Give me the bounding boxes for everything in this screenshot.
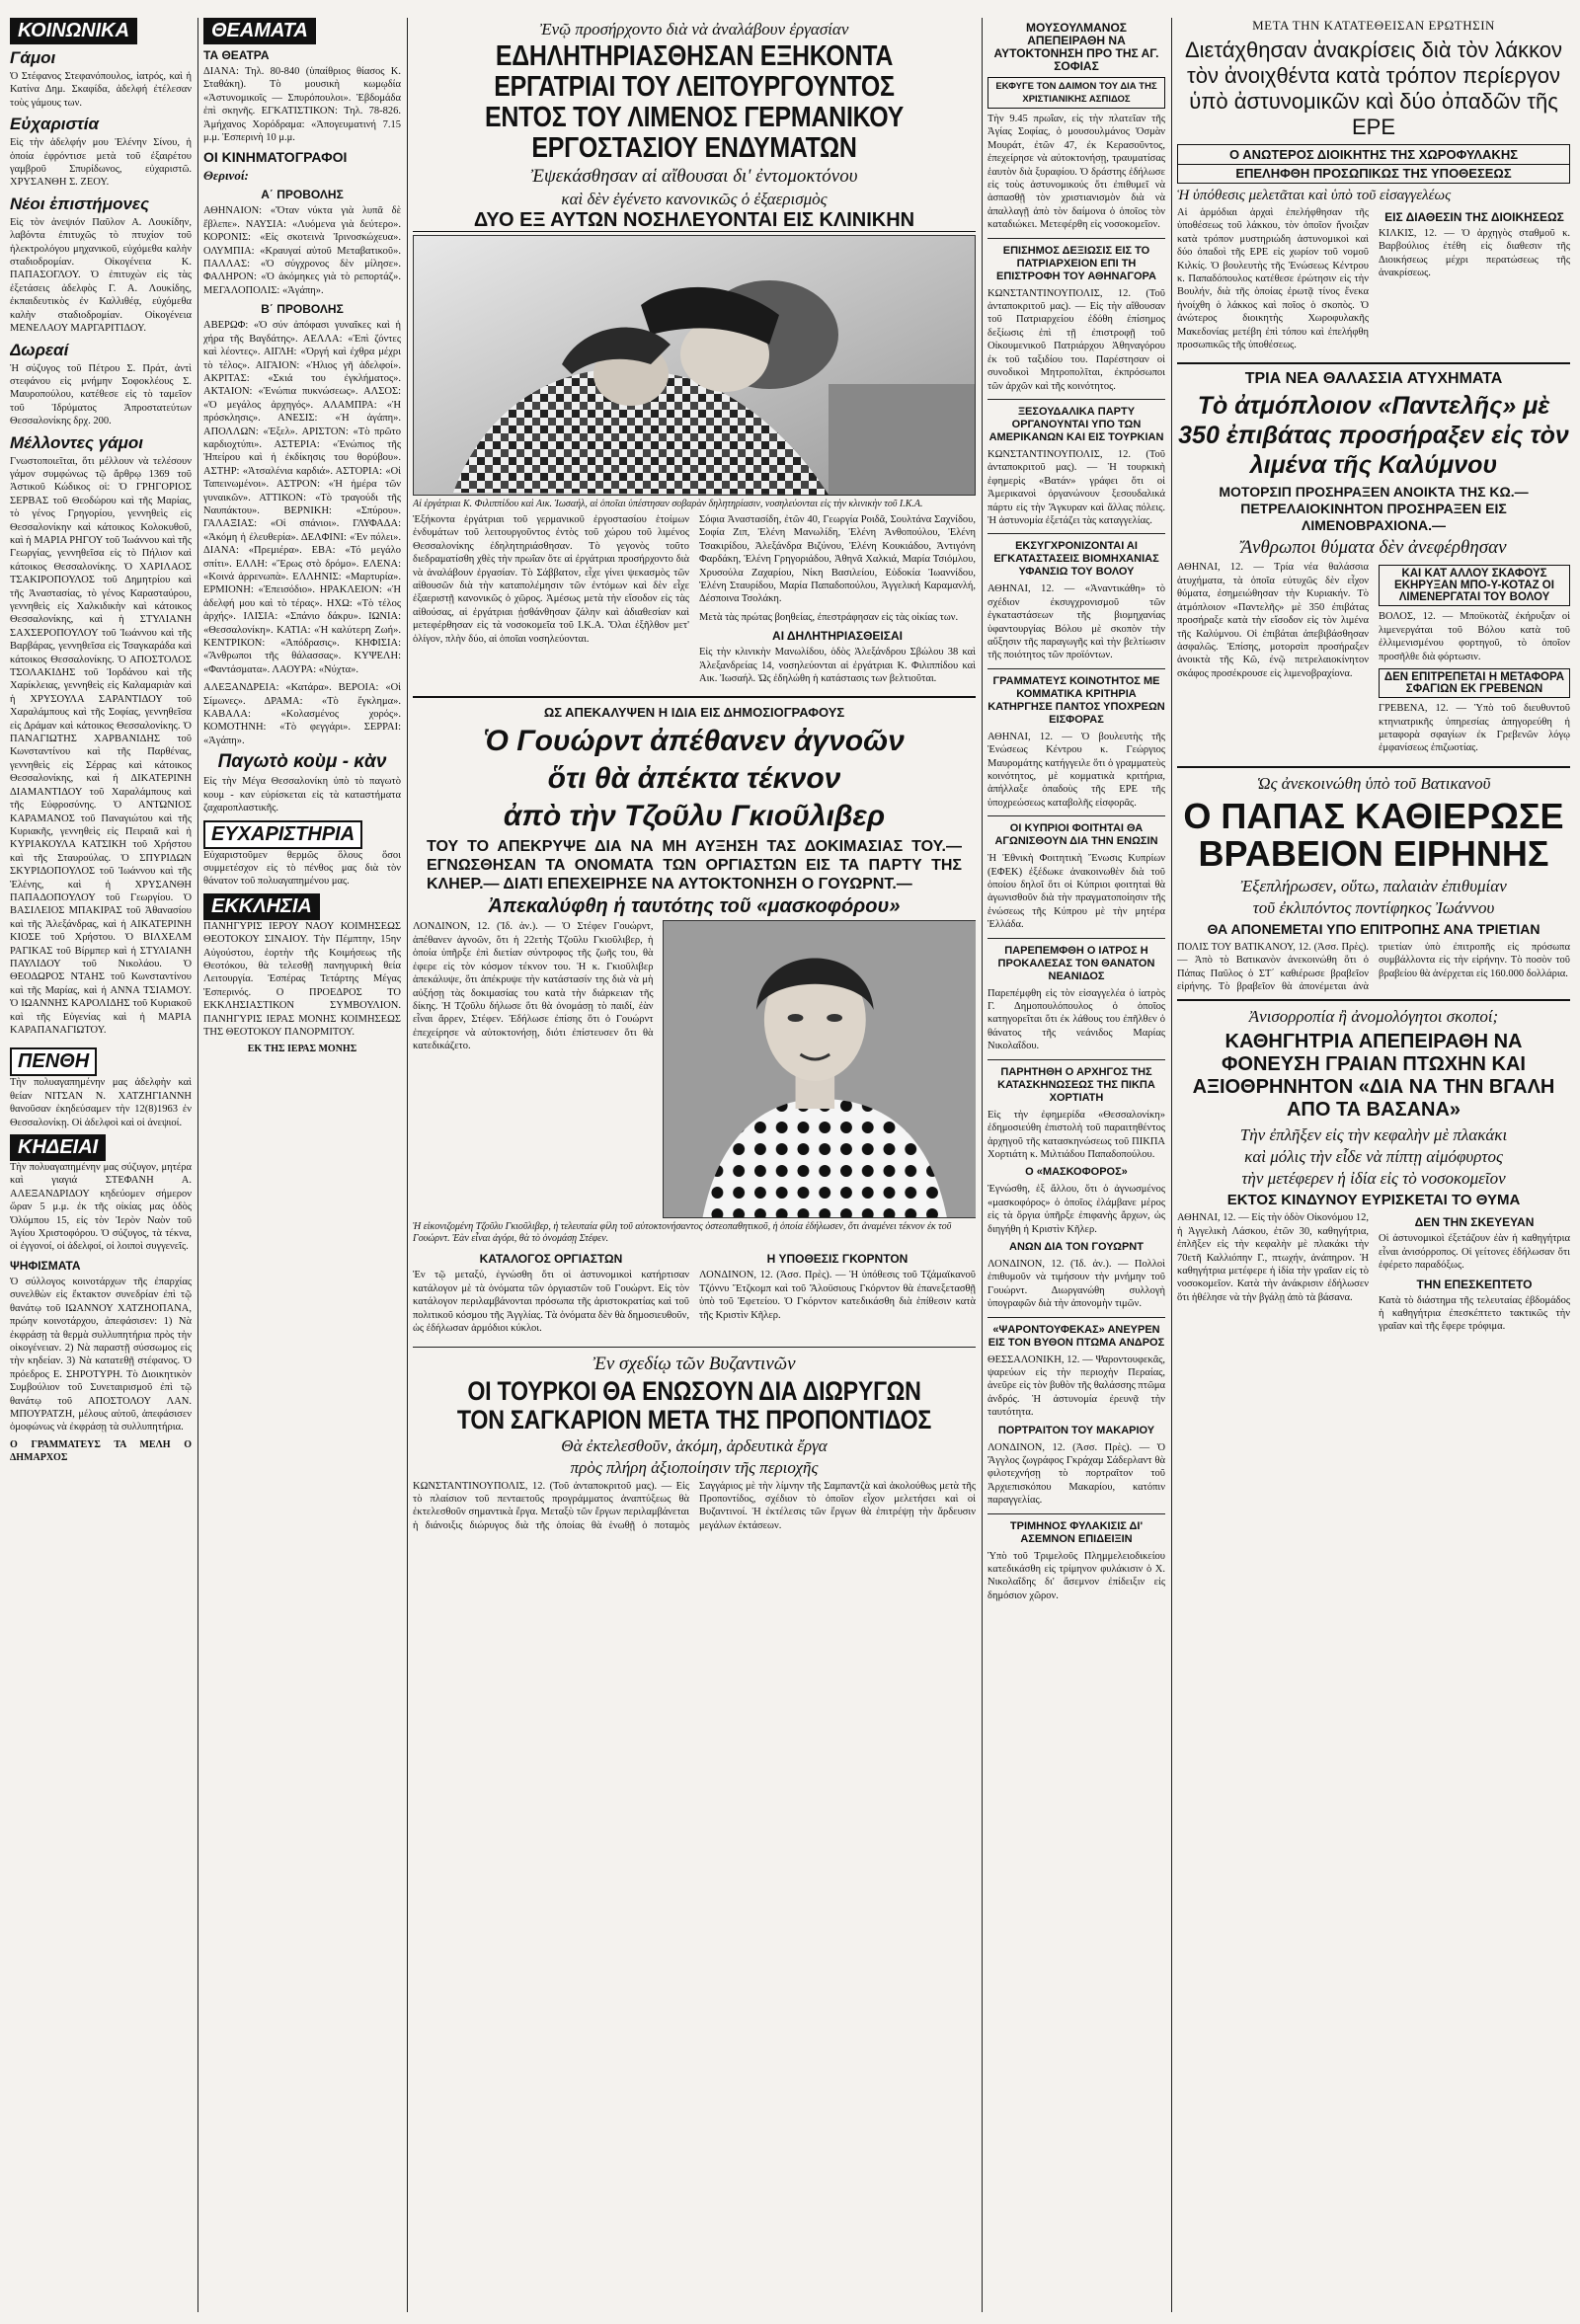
photo-illustration — [414, 236, 975, 495]
orgy-title: ΚΑΤΑΛΟΓΟΣ ΟΡΓΙΑΣΤΩΝ — [479, 1252, 623, 1267]
factory-body-1: Ἑξήκοντα ἐργάτριαι τοῦ γερμανικοῦ ἐργοστασίου ἑτοίμων ἐνδυμάτων τοῦ λειτουργοῦντος ἐντὸς τοῦ χώρου τοῦ λιμένος Θεσσαλονίκης ἐδηλητηριάσθησαν. Τὸ γεγονὸς τοῦτο διεδραματίσθη χθὲς τὴν πρωΐαν ὅτε αἱ ἐργάτριαι προσήρχοντο διὰ νὰ ἀναλάβουν ἐργασίαν. Τὸ Σάββατον, εἶχε γίνει ψεκασμὸς τῶν αἰθουσῶν διὰ τὴν καταπολέμησιν τῶν ἐντόμων καὶ δὲν εἶχε ἐξαεριστῇ κανονικῶς ὁ χῶρος. Ἀμέσως μετὰ τὴν εἴσοδον εἰς τὰς αἰθούσας, αἱ ἐργάτριαι ᾐσθάνθησαν ζάλην καὶ ἀδιαθεσίαν καὶ μετεφέρθησαν εἰς τὰ νοσοκομεῖα τοῦ Ι.Κ.Α. Ὅλαι ἐξῆλθον μετ' ὀλίγον, πλὴν δύο, αἱ ὁποῖαι νοσηλεύονται. — [413, 514, 689, 645]
byzantine-kicker: Ἐν σχεδίῳ τῶν Βυζαντινῶν — [592, 1353, 796, 1374]
pit-kicker: ΜΕΤΑ ΤΗΝ ΚΑΤΑΤΕΘΕΙΣΑΝ ΕΡΩΤΗΣΙΝ — [1252, 18, 1495, 33]
crime-kicker: Ἀνισορροπία ἢ ἀνομολόγητοι σκοποί; — [1248, 1007, 1499, 1027]
pit-body: Αἱ ἁρμόδιαι ἀρχαὶ ἐπελήφθησαν τῆς ὑποθέσεως τοῦ λάκκου, τὸν ὁποῖον ἤνοιξαν κατὰ τρόπον μυστηριώδη ἀστυνομικοὶ καὶ δύο ὀπαδοὶ τῆς ΕΡΕ εἰς χωρίον τοῦ νομοῦ Κιλκίς. Ὁ βουλευτὴς τῆς Ἑνώσεως Κέντρου κ. Παπαδόπουλος κατέθεσε ἐρώτησιν εἰς τὴν Βουλήν, διὰ τῆς ὁποίας ἐρωτᾷ τίνος ἕνεκα ἠνοίχθη ὁ λάκκος καὶ ποῖος ὁ σκοπὸς. Ὁ ἀνώτερος διοικητὴς Χωροφυλακῆς Μακεδονίας μετέβη ἐπὶ τόπου καὶ ἐπελήφθη προσωπικῶς τῆς ὑποθέσεως. — [1177, 207, 1369, 351]
gum-text: Εἰς τὴν Μέγα Θεσσαλονίκη ὑπὸ τὸ παγωτὸ κουμ - καν εὑρίσκεται εἰς τὰ καταστήματα ζαχαροπλαστικῆς. — [203, 776, 401, 814]
other-cities-text: ΑΛΕΞΑΝΔΡΕΙΑ: «Κατάρα». ΒΕΡΟΙΑ: «Οἱ Σίμωνες». ΔΡΑΜΑ: «Τὸ ἔγκλημα». ΚΑΒΑΛΑ: «Κολασμένος χορός». ΚΟΜΟΤΗΝΗ: «Τὸ φεγγάρι». ΣΕΡΡΑΙ: «Ἀγάπη». — [203, 682, 401, 746]
pope-sub2: τοῦ ἐκλιπόντος ποντίφηκος Ἰωάννου — [1252, 897, 1495, 917]
pit-headline: Διετάχθησαν ἀνακρίσεις διὰ τὸν λάκκον τὸν ἀνοιχθέντα κατὰ τρόπον περίεργον ὑπὸ ἀστυνομικῶν καὶ δύο ὀπαδῶν τῆς ΕΡΕ — [1184, 38, 1563, 139]
social-section-heading: Γάμοι — [10, 48, 56, 67]
camp-headline: ΠΑΡΗΤΗΘΗ Ο ΑΡΧΗΓΟΣ ΤΗΣ ΚΑΤΑΣΚΗΝΩΣΕΩΣ ΤΗΣ ΠΙΚΠΑ ΧΟΡΤΙΑΤΗ — [997, 1065, 1155, 1104]
doctor-headline: ΠΑΡΕΠΕΜΦΘΗ Ο ΙΑΤΡΟΣ Η ΠΡΟΚΑΛΕΣΑΣ ΤΟΝ ΘΑΝΑΤΟΝ ΝΕΑΝΙΔΟΣ — [997, 944, 1155, 982]
pit-box-2: ΕΠΕΛΗΦΘΗ ΠΡΟΣΩΠΙΚΩΣ ΤΗΣ ΥΠΟΘΕΣΕΩΣ — [1177, 164, 1570, 184]
gordon-text: ΛΟΝΔΙΝΟΝ, 12. (Ἀσσ. Πρὲς). — Ἡ ὑπόθεσις τοῦ Τζάμαϊκανοῦ Τζόννυ Ἔτζκομπ καὶ τοῦ Ἄλοϋσιους Γκόρντον θὰ ἐπανεξετασθῇ ὑπὸ τοῦ Ἐφετείου. Ὁ Γκόρντον κατεδικάσθη διὰ ἐπίθεσιν κατὰ τῆς Κριστὶν Κῆλερ. — [699, 1270, 976, 1321]
muslim-headline: ΜΟΥΣΟΥΛΜΑΝΟΣ ΑΠΕΠΕΙΡΑΘΗ ΝΑ ΑΥΤΟΚΤΟΝΗΣΗ ΠΡΟ ΤΗΣ ΑΓ. ΣΟΦΙΑΣ — [993, 21, 1159, 73]
cinemas-a-text: ΑΘΗΝΑΙΟΝ: «Ὅταν νύκτα γιὰ λυπᾶ δὲ ἔβλεπε». ΝΑΥΣΙΑ: «Λυόμενα γιὰ δεύτερο». ΚΟΡΟΝΙΣ: «Εἰς σκοτεινὰ Ἰρινοσκώχευα». ΟΛΥΜΠΙΑ: «Κραυγαί αὐτοῦ Μεταβατικοῦ». ΠΑΛΛΑΣ: «Ὁ σύγχρονος δὲν μίλησε». ΦΑΛΗΡΟΝ: «Ὁ ἀκόμηκες γιὰ τὸ ρεπορτάζ». ΜΕΓΑΛΟΠΟΛΙΣ: «Ἀγάπη». — [203, 205, 401, 296]
thanks-text: Εὐχαριστοῦμεν θερμῶς ὅλους ὅσοι συμμετέσχον εἰς τὸ πένθος μας διὰ τὸν θάνατον τοῦ πολυαγαπημένου μας. — [203, 849, 401, 888]
prison-body: Ὑπὸ τοῦ Τριμελοῦς Πλημμελειοδικείου κατεδικάσθη εἰς τρίμηνον φυλάκισιν ὁ Χ. Νικολαΐδης δι' ἄσεμνον ἐπίδειξιν εἰς δημόσιον χῶρον. — [988, 1550, 1165, 1601]
cinemas-a-title: Α΄ ΠΡΟΒΟΛΗΣ — [261, 188, 344, 202]
factory-hospital-text: Εἰς τὴν κλινικὴν Μανωλίδου, ὁδὸς Ἀλεξάνδρου Σβώλου 38 καὶ Ἀλεξανδρείας 14, νοσηλεύονται αἱ ἐργάτριαι Κ. Φιλιππίδου καὶ Αικ. Ἰωσαήλ. Ὡς ἐδηλώθη ἡ κατάστασις των βελτιοῦται. — [699, 647, 976, 685]
social-section-text: Ὁ Στέφανος Στεφανόπουλος, ἰατρός, καὶ ἡ Κατίνα Δημ. Σκαφίδα, ἀδελφή ἐτέλεσαν τοὺς γάμους των. — [10, 71, 192, 109]
masked-body: Ἐγνώσθη, ἐξ ἄλλου, ὅτι ὁ ἀγνωσμένος «μασκοφόρος» ὁ ὁποῖος ἐλάμβανε μέρος εἰς τὰ ὄργια ὑπῆρξε ἐπιφανὴς ἄρχων, ὡς διηγήθη ἡ Κριστὶν Κῆλερ. — [988, 1184, 1165, 1235]
section-title-funerals: ΚΗΔΕΙΑΙ — [10, 1134, 106, 1161]
social-section-text: Γνωστοποιεῖται, ὅτι μέλλουν νὰ τελέσουν γάμον συμφώνως τῷ ἄρθρῳ 1369 τοῦ Ἀστικοῦ Κώδικος οἱ: Ὁ ΓΡΗΓΟΡΙΟΣ ΣΕΡΒΑΣ τοῦ Θεοδώρου καὶ τῆς Μαρίας, τὸ γένος Γρηγορίου, γεννηθεὶς εἰς Θεσσαλονίκην καὶ κάτοικος Κολοκυθοῦ, καὶ ἡ ΜΑΡΙΑ ΡΗΓΟΥ τοῦ Ἰωάννου καὶ τῆς Γεωργίας, γεννηθεῖσα εἰς τὸ Πήλιον καὶ κάτοικος Θεσσαλονίκης. Ὁ ΧΑΡΙΛΑΟΣ ΤΣΑΚΙΡΟΠΟΥΛΟΣ τοῦ Δημητρίου καὶ τῆς Ἀναστασίας, τὸ γένος Καρασταύρου, γεννηθεὶς εἰς Χαλκιδικὴν καὶ κάτοικος Θεσσαλονίκης, καὶ ἡ ΣΤΥΛΙΑΝΗ ΣΑΧΣΕΡΟΠΟΥΛΟΥ τοῦ Ἰωάννου καὶ τῆς Βαρβάρας, γεννηθεῖσα εἰς Τσαγκαράδα καὶ κάτοικος Θεσσαλονίκης. Ὁ ΑΠΟΣΤΟΛΟΣ ΤΣΟΛΑΚΙΔΗΣ τοῦ Ἰορδάνου καὶ τῆς Χαρίκλειας, γεννηθεὶς εἰς Καλαμαριὰν καὶ ἡ ΧΡΥΣΟΥΛΑ ΣΑΡΑΝΤΙΔΟΥ τοῦ Χαραλάμπους καὶ τῆς Σοφίας, γεννηθεῖσα εἰς Δράμαν καὶ κάτοικος Θεσσαλονίκης. Ὁ ΠΑΝΑΓΙΩΤΗΣ ΧΑΡΒΑΝΙΔΗΣ τοῦ Κωνσταντίνου καὶ τῆς Παρθένας, γεννηθεὶς εἰς Σέρρας καὶ κάτοικος Θεσσαλονίκης, καὶ ἡ ΔΙΚΑΤΕΡΙΝΗ ΔΙΑΜΑΝΤΙΔΟΥ τοῦ Χαραλάμπους καὶ τῆς Εὐφροσύνης. Ὁ ΑΝΤΩΝΙΟΣ ΚΑΡΑΜΑΝΟΣ τοῦ Παναγιώτου καὶ τῆς Κυριακῆς, γεννηθεὶς εἰς Πειραιᾶ καὶ ἡ ΚΥΡΙΑΚΟΥΛΑ ΚΑΤΣΙΚΗ τοῦ Χρήστου καὶ τῆς Σταυρούλας. Ὁ ΣΠΥΡΙΔΩΝ ΣΚΥΡΙΔΟΠΟΥΛΟΣ τοῦ Ἰωάννου καὶ τῆς Ἑλένης, καὶ ἡ ΧΡΥΣΑΝΘΗ ΠΑΠΑΔΟΠΟΥΛΟΥ τοῦ Γεωργίου. Ὁ ΒΑΣΙΛΕΙΟΣ ΜΠΑΚΙΡΑΣ τοῦ Ἀθανασίου καὶ τῆς Ἀλεξάνδρας, καὶ ἡ ΑΙΚΑΤΕΡΙΝΗ ΚΙΟΣΕ τοῦ Χρήστου. Ὁ ΒΙΛΧΕΛΜ ΡΑΓΙΚΑΣ τοῦ Βίρμπερ καὶ ἡ ΣΤΥΛΙΑΝΗ ΠΑΥΛΙΔΟΥ τοῦ Νικολάου. Ὁ ΘΕΟΔΩΡΟΣ ΝΤΑΗΣ τοῦ Κωνσταντίνου καὶ τῆς Μαρίας, καὶ ἡ ΑΝΝΑ ΤΣΙΑΜΟΥ. Ὁ ΙΩΑΝΝΗΣ ΚΑΡΟΛΙΔΗΣ τοῦ Κυριακοῦ καὶ τῆς Εὐγενίας καὶ ἡ ΜΑΡΙΑ ΚΑΡΑΠΑΝΑΓΙΩΤΟΥ. — [10, 455, 192, 1036]
ward-title: ΑΝΩΝ ΔΙΑ ΤΟΝ ΓΟΥΩΡΝΤ — [1009, 1240, 1144, 1253]
crime-sub-title-3: ΤΗΝ ΕΠΕΣΚΕΠΤΕΤΟ — [1416, 1277, 1533, 1291]
votes-footer: Ο ΓΡΑΜΜΑΤΕΥΣ ΤΑ ΜΕΛΗ Ο ΔΗΜΑΡΧΟΣ — [10, 1438, 192, 1463]
thanks-title: ΕΥΧΑΡΙΣΤΗΡΙΑ — [203, 820, 362, 849]
sea-sub: ΜΟΤΟΡΣΙΠ ΠΡΟΣΗΡΑΞΕΝ ΑΝΟΙΚΤΑ ΤΗΣ ΚΩ.— ΠΕΤΡΕΛΑΙΟΚΙΝΗΤΟΝ ΠΡΟΣΗΡΑΞΕΝ ΕΙΣ ΛΙΜΕΝΟΒΡΑΧΙΟΝΑ.— — [1219, 484, 1529, 534]
column-shows — [203, 18, 401, 2312]
pope-body: ΠΟΛΙΣ ΤΟΥ ΒΑΤΙΚΑΝΟΥ, 12. (Ἀσσ. Πρὲς). — Ἀπὸ τὸ Βατικανὸν ἀνεκοινώθη ὅτι ὁ Πάπας Παῦλος ὁ ΣΤ΄ καθιέρωσε βραβεῖον εἰρήνης. Τὸ βραβεῖον θὰ ἀπονέμεται ἀνὰ τριετίαν ὑπὸ ἐπιτροπῆς εἰς πρόσωπα συμβάλλοντα εἰς τὴν εἰρήνην. Τὸ ποσὸν τοῦ βραβείου θὰ ἀνέρχεται εἰς 160.000 δολλάρια. — [1177, 941, 1570, 992]
makarios-title: ΠΟΡΤΡΑΙΤΟΝ ΤΟΥ ΜΑΚΑΡΙΟΥ — [997, 1424, 1155, 1436]
column-divider — [407, 18, 408, 2312]
julie-photo-illustration — [664, 921, 976, 1217]
social-section-heading: Νέοι ἐπιστήμονες — [10, 194, 150, 213]
church-text: ΠΑΝΗΓΥΡΙΣ ΙΕΡΟΥ ΝΑΟΥ ΚΟΙΜΗΣΕΩΣ ΘΕΟΤΟΚΟΥ ΣΙΝΑΙΟΥ. Τὴν Πέμπτην, 15ην Αὐγούστου, ἑορτὴν τῆς Κοιμήσεως τῆς Θεοτόκου, θὰ τελεσθῇ πανηγυρικὴ θεία Λειτουργία. Ἐσπέρας Τετάρτης Μέγας Ἑσπερινός. Ο ΠΡΟΕΔΡΟΣ ΤΟ ΕΚΚΛΗΣΙΑΣΤΙΚΟΝ ΣΥΜΒΟΥΛΙΟΝ. ΠΑΝΗΓΥΡΙΣ ΙΕΡΑΣ ΜΟΝΗΣ ΚΟΙΜΗΣΕΩΣ ΤΗΣ ΘΕΟΤΟΚΟΥ ΠΑΝΟΡΜΙΤΟΥ. — [203, 920, 401, 1038]
church-footer: ΕΚ ΤΗΣ ΙΕΡΑΣ ΜΟΝΗΣ — [247, 1044, 357, 1055]
crime-body: ΑΘΗΝΑΙ, 12. — Εἰς τὴν ὁδὸν Οἰκονόμου 12, ἡ Ἀγγελικὴ Λάσκου, ἐτῶν 30, καθηγήτρια, ἐπλῆξεν εἰς τὴν κεφαλὴν μὲ πλακάκι τὴν 70ετῆ Καλλιόπην Γ., πτωχήν, ἀνάπηρον. Ἡ καθηγήτρια μετέφερε ἡ ἰδία τὴν γραῖαν εἰς τὸ νοσοκομεῖον. Κατὰ τὴν ἀνάκρισιν ἐδήλωσεν ὅτι ἠθέλησε νὰ τὴν βγάλῃ ἀπὸ τὰ βάσανα. — [1177, 1212, 1369, 1303]
section-title-social: ΚΟΙΝΩΝΙΚΑ — [10, 18, 137, 44]
secretary-body: ΑΘΗΝΑΙ, 12. — Ὁ βουλευτὴς τῆς Ἑνώσεως Κέντρου κ. Γεώργιος Μαυρομάτης κατήγγειλε ὅτι ὁ γραμματεὺς κοινότητος, μὲ κομματικὰ κριτήρια, ἀπήλλαξε ὀπαδοὺς τῆς ΕΡΕ τῆς ὑποχρεώσεως καταβολῆς εἰσφορᾶς. — [988, 731, 1165, 809]
factory-body-3: Μετὰ τὰς πρώτας βοηθείας, ἐπεστράφησαν εἰς τὰς οἰκίας των. — [699, 611, 959, 623]
makarios-body: ΛΟΝΔΙΝΟΝ, 12. (Ἀσσ. Πρὲς). — Ὁ Ἄγγλος ζωγράφος Γκράχαμ Σάδερλαντ θὰ φιλοτεχνήσῃ τὸ πορτραῖτον τοῦ Ἀρχιεπισκόπου Μακαρίου, κατόπιν παραγγελίας. — [988, 1441, 1165, 1507]
pit-sub-title: ΕΙΣ ΔΙΑΘΕΣΙΝ ΤΗΣ ΔΙΟΙΚΗΣΕΩΣ — [1384, 210, 1564, 224]
ward-body: ΛΟΝΔΙΝΟΝ, 12. (Ἰδ. ἀν.). — Πολλοὶ ἐπιθυμοῦν νὰ τιμήσουν τὴν μνήμην τοῦ Γουώρντ. Διωργανώθη συλλογὴ ὑπογραφῶν διὰ τὴν ἀπονομὴν τιμῶν. — [988, 1258, 1165, 1310]
mask-headline: Ἀπεκαλύφθη ἡ ταυτότης τοῦ «μασκοφόρου» — [488, 895, 901, 918]
sea-box-title: ΚΑΙ ΚΑΤ ΑΛΛΟΥ ΣΚΑΦΟΥΣ ΕΚΗΡΥΞΑΝ ΜΠΟ-Υ-ΚΟΤΑΖ ΟΙ ΛΙΜΕΝΕΡΓΑΤΑΙ ΤΟΥ ΒΟΛΟΥ — [1379, 565, 1570, 606]
prison-headline: ΤΡΙΜΗΝΟΣ ΦΥΛΑΚΙΣΙΣ ΔΙ' ΑΣΕΜΝΟΝ ΕΠΙΔΕΙΞΙΝ — [1009, 1519, 1144, 1545]
factory-headline: ΕΔΗΛΗΤΗΡΙΑΣΘΗΣΑΝ ΕΞΗΚΟΝΤΑ ΕΡΓΑΤΡΙΑΙ ΤΟΥ ΛΕΙΤΟΥΡΓΟΥΝΤΟΣ ΕΝΤΟΣ ΤΟΥ ΛΙΜΕΝΟΣ ΓΕΡΜΑΝΙΚΟΥ ΕΡΓΟΣΤΑΣΙΟΥ ΕΝΔΥΜΑΤΩΝ — [484, 40, 905, 164]
secretary-headline: ΓΡΑΜΜΑΤΕΥΣ ΚΟΙΝΟΤΗΤΟΣ ΜΕ ΚΟΜΜΑΤΙΚΑ ΚΡΙΤΗΡΙΑ ΚΑΤΗΡΓΗΣΕ ΠΑΝΤΟΣ ΥΠΟΧΡΕΩΝ ΕΙΣΦΟΡΑΣ — [988, 674, 1165, 726]
pope-headline: Ο ΠΑΠΑΣ ΚΑΘΙΕΡΩΣΕ ΒΡΑΒΕΙΟΝ ΕΙΡΗΝΗΣ — [1183, 795, 1564, 874]
factory-workers-photo — [413, 235, 976, 496]
byzantine-headline: ΟΙ ΤΟΥΡΚΟΙ ΘΑ ΕΝΩΣΟΥΝ ΔΙΑ ΔΙΩΡΥΓΩΝ ΤΟΝ ΣΑΓΚΑΡΙΟΝ ΜΕΤΑ ΤΗΣ ΠΡΟΠΟΝΤΙΔΟΣ — [456, 1375, 932, 1434]
cinemas-title: ΟΙ ΚΙΝΗΜΑΤΟΓΡΑΦΟΙ — [203, 149, 348, 166]
sea-lead: Ἄνθρωποι θύματα δὲν ἀνεφέρθησαν — [1240, 537, 1507, 559]
transport-title: ΔΕΝ ΕΠΙΤΡΕΠΕΤΑΙ Η ΜΕΤΑΦΟΡΑ ΣΦΑΓΙΩΝ ΕΚ ΓΡΕΒΕΝΩΝ — [1379, 668, 1570, 698]
crime-sub-title-2: ΔΕΝ ΤΗΝ ΣΚΕΥΕΥΑΝ — [1414, 1215, 1535, 1230]
julie-photo-caption: Ἡ εἰκονιζομένη Τζοῦλυ Γκιοῦλιβερ, ἡ τελευταία φίλη τοῦ αὐτοκτονήσαντος ὀστεοπαθητικοῦ, ἡ ὁποία ἐδήλωσεν, ὅτι ἀναμένει τέκνον ἐκ τοῦ Γουώρντ. Ἐὰν εἶναι ἀγόρι, θὰ τὸ ὀνομάσῃ Στέφεν. — [413, 1221, 952, 1245]
section-title-shows: ΘΕΑΜΑΤΑ — [203, 18, 316, 44]
julie-gulliver-photo — [663, 920, 976, 1218]
funerals-text: Τὴν πολυαγαπημένην μας σύζυγον, μητέρα καὶ γιαγιά ΣΤΕΦΑΝΗ Α. ΑΛΕΞΑΝΔΡΙΔΟΥ κηδεύομεν σήμερον ὥραν 5 μ.μ. ἐκ τῆς οἰκίας μας ὁδὸς Ὀλύμπου 15, εἰς τὸν Ἱερὸν Ναὸν τοῦ Ἁγίου Χριστοφόρου. Ὁ σύζυγος, τὰ τέκνα, οἱ ἐγγονοί, οἱ ἀδελφοί, οἱ λοιποὶ συγγενεῖς. — [10, 1162, 192, 1253]
column-divider — [982, 18, 983, 2312]
patriarchate-body: ΚΩΝΣΤΑΝΤΙΝΟΥΠΟΛΙΣ, 12. (Τοῦ ἀνταποκριτοῦ μας). — Εἰς τὴν αἴθουσαν τοῦ Πατριαρχείου ἐδόθη ἐπίσημος δεξίωσις ἐπὶ τῇ ἐπιστροφῇ τοῦ Οἰκουμενικοῦ Πατριάρχου Ἀθηναγόρου ἐκ τοῦ ταξιδίου του. Παρέστησαν οἱ συνοδικοὶ Μητροπολῖται, ἐκπρόσωποι τῶν ἀρχῶν καὶ τῆς κοινότητος. — [988, 287, 1165, 392]
social-section-heading: Μέλλοντες γάμοι — [10, 432, 144, 452]
sea-kicker: ΤΡΙΑ ΝΕΑ ΘΑΛΑΣΣΙΑ ΑΤΥΧΗΜΑΤΑ — [1244, 370, 1503, 388]
gourand-headline-2: ὅτι θὰ ἀπέκτα τέκνον — [547, 762, 841, 796]
church-title: ΕΚΚΛΗΣΙΑ — [203, 893, 320, 920]
byzantine-sub1: Θὰ ἐκτελεσθοῦν, ἀκόμη, ἀρδευτικὰ ἔργα — [561, 1435, 828, 1455]
votes-text: Ὁ σύλλογος κοινοτάρχων τῆς ἐπαρχίας συνελθὼν εἰς ἔκτακτον συνεδρίαν ἐπὶ τῷ θανάτῳ τοῦ ΙΩΑΝΝΟΥ ΧΑΤΖΗΟΠΑΝΑ, πρώην κοινοτάρχου, ἀπεφάσισεν: 1) Νὰ ἐκφράσῃ τὰ θερμὰ συλλυπητήρια πρὸς τὴν οἰκογένειαν. 2) Νὰ παραστῇ σύσσωμος εἰς τὴν κηδείαν. 3) Νὰ κατατεθῇ στέφανος. Ὁ πρόεδρος Ε. ΣΗΡΟΤΥΡΗ. Τὸ Διοικητικὸν Συμβούλιον τοῦ Συνεταιρισμοῦ ἐπὶ τῷ θανάτῳ τοῦ ΑΠΟΣΤΟΛΟΥ ΛΑΝ. ΜΠΟΥΡΑΤΖΗ, μέλους αὐτοῦ, ἀπεφάσισεν ὁμοφώνως νὰ ἐκφράσῃ τὰ συλλυπητήρια. — [10, 1276, 192, 1433]
gourand-kicker: ΩΣ ΑΠΕΚΑΛΥΨΕΝ Η ΙΔΙΑ ΕΙΣ ΔΗΜΟΣΙΟΓΡΑΦΟΥΣ — [543, 705, 845, 721]
column-divider — [1171, 18, 1172, 2312]
muslim-sub: ΕΚΦΥΓΕ ΤΟΝ ΔΑΙΜΟΝ ΤΟΥ ΔΙΑ ΤΗΣ ΧΡΙΣΤΙΑΝΙΚΗΣ ΑΣΠΙΔΟΣ — [988, 77, 1165, 109]
factory-body-2: Σόφια Ἀναστασίδη, ἐτῶν 40, Γεωργία Ροιδᾶ, Σουλτάνα Σαχνίδου, Σοφία Ζιπ, Ἑλένη Μανωλίδη, Ἑλένη Ἀνθοπούλου, Ἑλένη Τσακιρίδου, Ἀλεξάνδρα Βιζύνου, Ἑλένη Κουκιάδου, Ἀντιγόνη Φαρδάκη, Ἑλένη Γρηγοριάδου, Ἀθηνᾶ Χαλκιά, Μαρία Τσιόμλου, Χρυσούλα Ζαχαρίου, Νίκη Βασιλείου, Εὐδοκία Ἰωαννίδου, Ἑλένη Σταυρίδου, Μαρία Παπαδοπούλου, Ἀγγελική Καραμανλή, Δέσποινα Τσολάκη. — [699, 514, 976, 605]
byzantine-body: ΚΩΝΣΤΑΝΤΙΝΟΥΠΟΛΙΣ, 12. (Τοῦ ἀνταποκριτοῦ μας). — Εἰς τὸ πλαίσιον τοῦ πενταετοῦς προγράμματος ἀναπτύξεως θὰ ἐκτελεσθοῦν σημαντικὰ ἔργα. Μεταξὺ τῶν ἔργων περιλαμβάνεται ἡ διάνοιξις διώρυγος διὰ τῆς ὁποίας θὰ ἑνωθῇ ὁ ποταμὸς Σαγγάριος μὲ τὴν λίμνην τῆς Σαμπαντζὰ καὶ ἀκολούθως μετὰ τῆς Προποντίδος, σχέδιον τὸ ὁποῖον εἶχον μελετήσει καὶ οἱ Βυζαντινοί. Ἡ ἐκτέλεσις τῶν ἔργων θὰ ἐπιτρέψῃ τὴν ἄρδευσιν μεγάλων ἐκτάσεων. — [413, 1480, 976, 1531]
crime-body-3: Κατὰ τὸ διάστημα τῆς τελευταίας ἐβδομάδος ἡ καθηγήτρια ἐπεσκέπτετο τακτικῶς τὴν γραῖαν καὶ τῆς ἔφερε τρόφιμα. — [1379, 1294, 1570, 1333]
cinemas-b-text: ΑΒΕΡΩΦ: «Ὁ σύν ἀπόφασι γυναῖκες καὶ ἡ χήρα τῆς Βαγδάτης». ΑΕΛΛΑ: «Ἐπὶ ζόντες καὶ λέοντες». ΑΙΓΛΗ: «Ὀργή καὶ ἐχθρα μέχρι τὸ τέλος». ΑΙΓΑΙΟΝ: «Ἠλιος γῆ ἀδελφοί». ΑΚΡΙΤΑΣ: «Σκιά του ἐγκλήματος». ΑΚΤΑΙΟΝ: «Ἐνώπια πυκνώσεως». ΑΛΣΟΣ: «Ὁ μεγάλος ἀρχηγός». ΑΛΑΜΠΡΑ: «Ἡ πρόσκλησις». ΑΝΕΣΙΣ: «Ἡ ἀγάπη». ΑΠΟΛΛΩΝ: «Ἐξελ». ΑΡΙΣΤΟΝ: «Τὸ πρῶτο καρδιοχτύπι». ΑΣΤΕΡΙΑ: «Ἐνώπιος τῆς Ἠπείρου καὶ ἡ ἐκδίκησις του θορύβου». ΑΣΤΗΡ: «Ἀτσαλένια καρδιά». ΑΣΤΟΡΙΑ: «Οἱ Ταπεινωμένοι». ΑΣΤΡΟΝ: «Ἡ ἡμέρα τῶν γυναικῶν». ΑΤΤΙΚΟΝ: «Τὸ τραγούδι τῆς Ναυπάκτου». ΒΕΡΝΙΚΗ: «Σπύρου». ΓΑΛΑΞΙΑΣ: «Οἱ σπάνιοι». ΓΛΥΦΑΔΑ: «Ἀκόμη ἡ ἐλευθερία». ΔΕΛΦΙΝΙ: «Ἐν πόλει». ΔΙΑΝΑ: «Πρεμιέρα». ΕΒΑ: «Τό μεγάλο σπίτι». ΕΛΛΗ: «Ἔρως στὸ δρόμο». ΕΛΕΝΑ: «Κοινά ἀρρενωπὰ». ΕΛΛΗΝΙΣ: «Μαρτυρία». ΕΡΜΙΟΝΗ: «Ἐπεισόδιο». ΗΡΑΚΛΕΙΟΝ: «Ἡ ἀδελφή μου καὶ τὸ τέρας». ΗΧΩ: «Τὸ τέλος ἀρχής». ΙΛΙΣΙΑ: «Σπάνιο δάκρυ». ΙΩΝΙΑ: «Θεσσαλονίκη». ΚΑΤΙΑ: «Ἡ καλύτερη Ζωή». ΚΕΝΤΡΙΚΟΝ: «Ἀπόδρασις». ΚΗΦΙΣΙΑ: «Ἄνθρωποι τῆς θάλασσας». ΚΥΨΕΛΗ: «Φαντάσματα». ΛΑΟΥΡΑ: «Νύχτα». — [203, 320, 401, 675]
orgy-text: Ἐν τῷ μεταξύ, ἐγνώσθη ὅτι οἱ ἀστυνομικοὶ κατήρτισαν κατάλογον μὲ τὰ ὀνόματα τῶν ὀργιαστῶν τοῦ Γουώρντ. Εἰς τὸν κατάλογον περιλαμβάνονται πρόσωπα τῆς ἀριστοκρατίας καὶ τοῦ πολιτικοῦ κόσμου τῆς Ἀγγλίας. Τὰ ὀνόματα δὲν θὰ δημοσιευθοῦν, ὡς ἐδήλωσαν ἀρμόδιοι κύκλοι. — [413, 1270, 689, 1335]
gourand-headline-3: ἀπὸ τὴν Τζοῦλυ Γκιοῦλιβερ — [503, 800, 886, 833]
column-news — [988, 18, 1165, 2312]
factory-hospital-title: ΑΙ ΔΗΛΗΤΗΡΙΑΣΘΕΙΣΑΙ — [772, 629, 903, 644]
volos-headline: ΕΚΣΥΓΧΡΟΝΙΖΟΝΤΑΙ ΑΙ ΕΓΚΑΤΑΣΤΑΣΕΙΣ ΒΙΟΜΗΧΑΝΙΑΣ ΥΦΑΝΣΙΩ ΤΟΥ ΒΟΛΟΥ — [993, 540, 1159, 579]
social-section-heading: Δωρεαί — [10, 340, 69, 359]
sea-box-body: ΒΟΛΟΣ, 12. — Μποϋκοτὰζ ἐκήρυξαν οἱ λιμενεργάται τοῦ Βόλου κατὰ τοῦ ἐλλιμενισμένου φορτηγοῦ, τὸ ὁποῖον προσῆλθε διὰ φόρτωσιν. — [1379, 611, 1570, 662]
theatres-text: ΔΙΑΝΑ: Τηλ. 80-840 (ὑπαίθριος θίασος Κ. Σταθάκη). Τὸ μουσικὴ κωμῳδία «Ἀστυνομικοῖς — Σπυρόπουλοι». Ἑβδομάδα ἐπὶ σκηνῆς. ΕΓΚΑΤΙΣΤΙΚΟΝ: Τηλ. 78-826. Ἀμήχανος Χορόδραμα: «Ἀπογευματινή 7.15 μ.μ. Ἑσπερινὴ 10 μ.μ. — [203, 66, 401, 144]
pope-sub1: Ἐξεπλήρωσεν, οὕτω, παλαιὰν ἐπιθυμίαν — [1240, 876, 1507, 895]
social-section-text: Εἰς τὴν ἀδελφήν μου Ἐλένην Σίνου, ἡ ὁποία ἐφρόντισε μετὰ τοῦ ἐξαιρέτου γαμβροῦ Σπυρίδωνος, εὐχαριστῶ. ΧΡΥΣΑΝΘΗ Σ. ΖΕΟΥ. — [10, 137, 192, 189]
transport-body: ΓΡΕΒΕΝΑ, 12. — Ὑπὸ τοῦ διευθυντοῦ κτηνιατρικῆς ὑπηρεσίας ἀπηγορεύθη ἡ μεταφορὰ σφαγίων ἐκ Γρεβενῶν λόγῳ ἐμφανίσεως ἐπιζωοτίας. — [1379, 703, 1570, 754]
social-section-text: Εἰς τὸν ἀνεψιόν Παῦλον Α. Λουκίδην, λαβόντα ἐπιτυχῶς τὸ πτυχίον τοῦ ἠλεκτρολόγου μηχανικοῦ, εὐχόμεθα καλὴν σταδιοδρομίαν. Οἰκογένεια Κ. ΠΑΠΑΣΟΓΛΟΥ. Ὁ ἐπιτυχὼν εἰς τὰς ἐξετάσεις ἀδελφὸς Γ. Α. Λουκίδης, ἐκπαιδευτικὸς ἐν Καλλιθέᾳ, εὐχόμεθα καλὴν σταδιοδρομίαν. Οἰκογένεια ΜΕΝΕΛΑΟΥ ΜΑΡΓΑΡΙΤΙΔΟΥ. — [10, 216, 192, 335]
gourand-subheadline: ΤΟΥ ΤΟ ΑΠΕΚΡΥΨΕ ΔΙΑ ΝΑ ΜΗ ΑΥΞΗΣΗ ΤΑΣ ΔΟΚΙΜΑΣΙΑΣ ΤΟΥ.— ΕΓΝΩΣΘΗΣΑΝ ΤΑ ΟΝΟΜΑΤΑ ΤΩΝ ΟΡΓΙΑΣΤΩΝ ΕΙΣ ΤΑ ΠΑΡΤΥ ΤΗΣ ΚΛΗΕΡ.— ΔΙΑΤΙ ΕΠΕΧΕΙΡΗΣΕ ΝΑ ΑΥΤΟΚΤΟΝΗΣΗ Ο ΓΟΥΩΡΝΤ.— — [427, 838, 962, 893]
gordon-title: Η ΥΠΟΘΕΣΙΣ ΓΚΟΡΝΤΟΝ — [766, 1252, 908, 1267]
pit-lead: Ἡ ὑπόθεσις μελετᾶται καὶ ὑπὸ τοῦ εἰσαγγελέως — [1177, 188, 1452, 203]
byzantine-sub2: πρὸς πλήρη ἀξιοποίησιν τῆς περιοχῆς — [570, 1457, 819, 1477]
gum-title: Παγωτὸ κοὺμ - κὰν — [217, 751, 387, 773]
crime-headline: ΚΑΘΗΓΗΤΡΙΑ ΑΠΕΠΕΙΡΑΘΗ ΝΑ ΦΟΝΕΥΣΗ ΓΡΑΙΑΝ ΠΤΩΧΗΝ ΚΑΙ ΑΞΙΟΘΡΗΝΗΤΟΝ «ΔΙΑ ΝΑ ΤΗΝ ΒΓΑΛΗ ΑΠΟ ΤΑ ΒΑΣΑΝΑ» — [1192, 1031, 1555, 1122]
social-sections — [10, 48, 192, 1037]
mask-body: ΛΟΝΔΙΝΟΝ, 12. (Ἰδ. ἀν.). — Ὁ Στέφεν Γουώρντ, ἀπέθανεν ἀγνοῶν, ὅτι ἡ 22ετὴς Τζοῦλυ Γκιοῦλιβερ, ἡ ὁποία ὑπῆρξε ἐπὶ διετίαν σύντροφος τῆς ζωῆς του, θὰ ἐφερε εἰς τὸν κόσμον τέκνον του. Ἡ κ. Γκιοῦλιβερ ἀπεκάλυψε, ὅτι ἀπέκρυψε τὴν κατάστασίν της διὰ νὰ μὴ αὐξήσῃ τὰς δοκιμασίας του κατὰ τὴν διάρκειαν τῆς δίκης. Ἡ Τζοῦλυ δήλωσε ὅτι θὰ ὀνομάσῃ τὸ παιδί, ἐὰν εἶναι ἄρρεν, Στέφεν. Ἐδήλωσε ἐπίσης ὅτι ὁ Γουώρντ ἐπεχείρησε νὰ αὐτοκτονήσῃ, διότι ἐπίστευσεν ὅτι θὰ κατεδικάζετο. — [413, 921, 654, 1052]
summer-label: Θερινοί: — [203, 168, 249, 184]
factory-sub2: καὶ δὲν ἐγένετο κανονικῶς ὁ ἐξαερισμὸς — [561, 190, 828, 208]
pit-box-1: Ο ΑΝΩΤΕΡΟΣ ΔΙΟΙΚΗΤΗΣ ΤΗΣ ΧΩΡΟΦΥΛΑΚΗΣ — [1177, 144, 1570, 165]
masked-title: Ο «ΜΑΣΚΟΦΟΡΟΣ» — [1025, 1166, 1128, 1179]
pope-sub3: ΘΑ ΑΠΟΝΕΜΕΤΑΙ ΥΠΟ ΕΠΙΤΡΟΠΗΣ ΑΝΑ ΤΡΙΕΤΙΑΝ — [1207, 920, 1540, 937]
crime-box: ΕΚΤΟΣ ΚΙΝΔΥΝΟΥ ΕΥΡΙΣΚΕΤΑΙ ΤΟ ΘΥΜΑ — [1226, 1192, 1521, 1209]
party-body: ΚΩΝΣΤΑΝΤΙΝΟΥΠΟΛΙΣ, 12. (Τοῦ ἀνταποκριτοῦ μας). — Ἡ τουρκικὴ ἐφημερὶς «Βατάν» γράφει ὅτι οἱ Ἀμερικανοὶ ὀργανώνουν ξεσουδαλικά πάρτυ εἰς τὴν Ἄγκυραν καὶ ἄλλας πόλεις. Ἡ ἀστυνομία ἐξετάζει τὰς καταγγελίας. — [988, 448, 1165, 526]
social-section-heading: Εὐχαριστία — [10, 115, 100, 134]
crime-body-2: Οἱ ἀστυνομικοὶ ἐξετάζουν ἐὰν ἡ καθηγήτρια εἶναι ἀνισόρροπος. Οἱ γείτονες ἐδήλωσαν ὅτι ἐφέρετο παραδόξως. — [1379, 1233, 1570, 1272]
volos-body: ΑΘΗΝΑΙ, 12. — «Ἀναντικάθη» τὸ σχέδιον ἐκσυγχρονισμοῦ τῶν ἐγκαταστάσεων τῆς βιομηχανίας ὑφαντουργίας Βόλου μὲ σκοπὸν τὴν αὔξησιν τῆς παραγωγῆς καὶ τὴν βελτίωσιν τῆς ποιότητος τῶν προϊόντων. — [988, 583, 1165, 661]
party-headline: ΞΕΣΟΥΔΑΛΙΚΑ ΠΑΡΤΥ ΟΡΓΑΝΟΥΝΤΑΙ ΥΠΟ ΤΩΝ ΑΜΕΡΙΚΑΝΩΝ ΚΑΙ ΕΙΣ ΤΟΥΡΚΙΑΝ — [988, 405, 1164, 443]
crime-sub3: τὴν μετέφερεν ἡ ἰδία εἰς τὸ νοσοκομεῖον — [1241, 1169, 1506, 1189]
factory-sub3: ΔΥΟ ΕΞ ΑΥΤΩΝ ΝΟΣΗΛΕΥΟΝΤΑΙ ΕΙΣ ΚΛΙΝΙΚΗΝ — [413, 212, 976, 232]
sea-body: ΑΘΗΝΑΙ, 12. — Τρία νέα θαλάσσια ἀτυχήματα, τὰ ὁποῖα εὐτυχῶς δὲν εἶχον θύματα, ἐσημειώθησαν τὴν Κυριακήν. Τὸ ἀτμόπλοιον «Παντελῆς» μὲ 350 ἐπιβάτας προσήραξε κατὰ τὴν εἴσοδον εἰς τὸν λιμένα τῆς Καλύμνου. Οἱ ἐπιβάται ἀπεβιβάσθησαν ἀσφαλῶς. Ἐπίσης, μοτορσὶπ προσήραξεν ἀνοικτὰ τῆς Κῶ, ἐνῷ πετρελαιοκίνητον σκάφος προσέκρουσε εἰς λιμενοβραχίονα. — [1177, 562, 1369, 679]
social-section-text: Ἡ σύζυγος τοῦ Πέτρου Σ. Πράτ, ἀντὶ στεφάνου εἰς μνήμην Σοφοκλέους Σ. Μαυροπούλου, κατέθεσε εἰς τὸ ταμεῖον τοῦ Ἱδρύματος Ἀπροστατεύτων Θεσσαλονίκης δρχ. 200. — [10, 362, 192, 427]
patriarchate-headline: ΕΠΙΣΗΜΟΣ ΔΕΞΙΩΣΙΣ ΕΙΣ ΤΟ ΠΑΤΡΙΑΡΧΕΙΟΝ ΕΠΙ ΤΗ ΕΠΙΣΤΡΟΦΗ ΤΟΥ ΑΘΗΝΑΓΟΡΑ — [995, 244, 1156, 282]
cypriot-body: Ἡ Ἐθνικὴ Φοιτητικὴ Ἕνωσις Κυπρίων (ΕΦΕΚ) ἐξέδωκε ἀνακοινωθὲν διὰ τοῦ ὁποίου δηλοῖ ὅτι οἱ Κύπριοι φοιτηταὶ θὰ ἀγωνισθοῦν διὰ τὴν πραγματοποίησιν τῆς ἑνώσεως τῆς Κύπρου μὲ τὴν μητέρα Ἑλλάδα. — [988, 853, 1165, 931]
column-main — [413, 18, 976, 2312]
theatres-title: ΤΑ ΘΕΑΤΡΑ — [203, 48, 270, 62]
cinemas-b-title: Β΄ ΠΡΟΒΟΛΗΣ — [261, 302, 344, 317]
sea-headline: Τὸ ἀτμόπλοιον «Παντελῆς» μὲ 350 ἐπιβάτας προσήραξεν εἰς τὸν λιμένα τῆς Καλύμνου — [1178, 392, 1569, 480]
diver-body: ΘΕΣΣΑΛΟΝΙΚΗ, 12. — Ψαροντουφεκᾶς, ψαρεύων εἰς τὴν περιοχὴν Περαίας, ἀνεῦρε εἰς τὸν βυθὸν τῆς θαλάσσης πτῶμα ἀνδρός. Ἡ ἀστυνομία ἐρευνᾷ τὴν ταυτότητα. — [988, 1354, 1165, 1419]
section-title-votes: ΨΗΦΙΣΜΑΤΑ — [10, 1258, 81, 1273]
crime-sub1: Τὴν ἐπλῆξεν εἰς τὴν κεφαλὴν μὲ πλακάκι — [1239, 1125, 1508, 1145]
factory-kicker: Ἐνῷ προσήρχοντο διὰ νὰ ἀναλάβουν ἐργασίαν — [539, 20, 849, 39]
diver-headline: «ΨΑΡΟΝΤΟΥΦΕΚΑΣ» ΑΝΕΥΡΕΝ ΕΙΣ ΤΟΝ ΒΥΘΟΝ ΠΤΩΜΑ ΑΝΔΡΟΣ — [988, 1323, 1165, 1349]
pit-sub-body: ΚΙΛΚΙΣ, 12. — Ὁ ἀρχηγὸς σταθμοῦ κ. Βαρβούλιος ἐτέθη εἰς διαθεσιν τῆς Διοικήσεως μέχρι περατώσεως τῆς ἀνακρίσεως. — [1379, 228, 1570, 279]
gourand-headline-1: Ὁ Γουώρντ ἀπέθανεν ἀγνοῶν — [484, 725, 905, 758]
doctor-body: Παρεπέμφθη εἰς τὸν εἰσαγγελέα ὁ ἰατρὸς Γ. Δημοπουλόπουλος ὁ ὁποῖος κατηγορεῖται ὅτι ἐκ λάθους του ἐπῆλθεν ὁ θάνατος τῆς νεάνιδος Μαρίας Νικολαΐδου. — [988, 987, 1165, 1052]
column-right — [1177, 18, 1570, 2312]
factory-sub1: Ἐψεκάσθησαν αἱ αἴθουσαι δι' ἐντομοκτόνου — [530, 166, 858, 187]
pope-kicker: Ὡς ἀνεκοινώθη ὑπὸ τοῦ Βατικανοῦ — [1256, 773, 1491, 793]
muslim-body: Τὴν 9.45 πρωΐαν, εἰς τὴν πλατεῖαν τῆς Ἁγίας Σοφίας, ὁ μουσουλμάνος Ὀσμὰν Μουράτ, ἐτῶν 47, ἐκ Κερασοῦντος, ἐπεχείρησε νὰ αὐτοκτονήσῃ, τραυματίσας ἑαυτὸν διὰ ξυραφίου. Ὁ δράστης ἐδήλωσε εἰς τοὺς ἀστυνομικούς ὅτι ἐπιθυμεῖ νὰ ἀσπασθῇ τὸν χριστιανισμὸν διὰ νὰ ἀπαλλαγῇ ἀπὸ τὸν δαίμονα ὁ ὁποῖος τὸν καταδιώκει. Μετεφέρθη εἰς νοσοκομεῖον. — [988, 114, 1165, 231]
factory-photo-caption: Αἱ ἐργάτριαι Κ. Φιλιππίδου καὶ Αικ. Ἰωσαήλ, αἱ ὁποῖαι ὑπέστησαν σοβαρὰν δηλητηρίασιν, νοσηλεύονται εἰς τὴν κλινικὴν τοῦ Ι.Κ.Α. — [413, 499, 923, 509]
cypriot-headline: ΟΙ ΚΥΠΡΙΟΙ ΦΟΙΤΗΤΑΙ ΘΑ ΑΓΩΝΙΣΘΟΥΝ ΔΙΑ ΤΗΝ ΕΝΩΣΙΝ — [994, 822, 1158, 848]
section-title-mourning: ΠΕΝΘΗ — [10, 1047, 97, 1076]
column-social — [10, 18, 192, 2312]
crime-sub2: καὶ μόλις τὴν εἶδε νὰ πίπτῃ αἱμόφυρτος — [1244, 1147, 1503, 1167]
camp-body: Εἰς τὴν ἐφημερίδα «Θεσσαλονίκη» ἐδημοσιεύθη ἐπιστολὴ τοῦ παραιτηθέντος ἀρχηγοῦ τῆς κατασκηνώσεως τοῦ ΠΙΚΠΑ Χορτιάτη κ. Μιλτιάδου Παπαδοπούλου. — [988, 1109, 1165, 1160]
mourning-text: Τὴν πολυαγαπημένην μας ἀδελφὴν καὶ θείαν ΝΙΤΣΑΝ Ν. ΧΑΤΖΗΓΙΑΝΝΗ θανοῦσαν ἐκηδεύσαμεν τὴν 12(8)1963 ἐν Θεσσαλονίκῃ. Οἱ ἀδελφοὶ καὶ οἱ ἀνεψιοί. — [10, 1077, 192, 1128]
